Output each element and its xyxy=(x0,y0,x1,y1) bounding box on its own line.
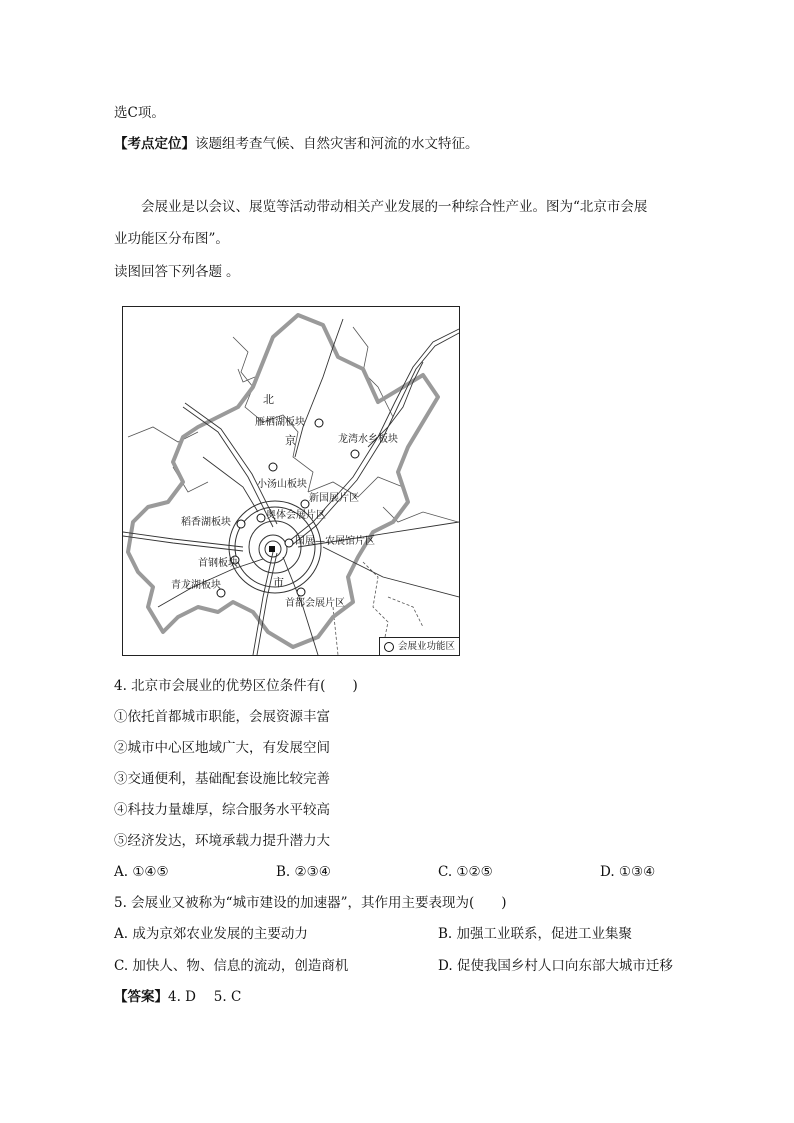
answer-text: 4. D 5. C xyxy=(168,989,242,1005)
map-label-shi: 市 xyxy=(273,576,284,589)
q4-stem: 4. 北京市会展业的优势区位条件有( ) xyxy=(114,678,358,694)
q4-option-a: A. ①④⑤ xyxy=(114,864,169,880)
q5-option-c: C. 加快人、物、信息的流动，创造商机 xyxy=(114,958,349,974)
highway xyxy=(123,536,243,551)
beijing-exhibition-map xyxy=(122,306,460,656)
q4-option-b: B. ②③④ xyxy=(276,864,331,880)
map-label-qinglong: 青龙湖板块 xyxy=(171,580,221,591)
map-label-xinguozhan: 新国展片区 xyxy=(309,493,359,504)
map-label-jing: 京 xyxy=(285,434,296,447)
map-label-daoxiang: 稻香湖板块 xyxy=(181,517,231,528)
longwan-marker xyxy=(351,450,359,458)
district-boundary xyxy=(238,369,255,382)
q4-item-4: ④科技力量雄厚，综合服务水平较高 xyxy=(114,802,330,818)
daoxiang-marker xyxy=(237,520,245,528)
highway xyxy=(253,552,273,655)
kaodian-line xyxy=(114,135,479,153)
map-label-xiaotang: 小汤山板块 xyxy=(257,479,307,490)
map-label-aoyun: 奥体会展片区 xyxy=(266,510,326,521)
answer-tag: 【答案】 xyxy=(114,989,168,1005)
shoudu-marker xyxy=(297,588,305,596)
highway xyxy=(323,547,459,597)
map-label-guozhan: 国展—农展馆片区 xyxy=(295,536,375,547)
q4-item-3: ③交通便利，基础配套设施比较完善 xyxy=(114,771,330,787)
legend-label: 会展业功能区 xyxy=(398,641,456,652)
guozhan-marker xyxy=(285,539,293,547)
instruction-end: 。 xyxy=(226,264,240,280)
map-label-longwan: 龙湾水乡板块 xyxy=(338,434,398,445)
legend-circle-icon xyxy=(384,642,394,652)
kaodian-tag: 【考点定位】 xyxy=(114,136,195,152)
intro-paragraph-line1: 会展业是以会议、展览等活动带动相关产业发展的一种综合性产业。图为“北京市会展 xyxy=(141,199,648,215)
q4-option-c: C. ①②⑤ xyxy=(438,864,493,880)
previous-answer-line: 选C项。 xyxy=(114,105,165,121)
q4-item-1: ①依托首都城市职能，会展资源丰富 xyxy=(114,709,330,725)
q4-item-2: ②城市中心区地域广大，有发展空间 xyxy=(114,740,330,756)
map-legend xyxy=(379,637,459,655)
city-center-marker xyxy=(269,546,275,552)
map-label-bei: 北 xyxy=(263,393,274,406)
district-boundary xyxy=(353,327,393,417)
q5-option-b: B. 加强工业联系，促进工业集聚 xyxy=(438,926,633,942)
xiaotang-marker xyxy=(269,463,277,471)
instruction-text: 读图回答下列各题 xyxy=(114,264,222,280)
instruction-line xyxy=(114,263,240,281)
map-label-shougang: 首钢板块 xyxy=(198,558,238,569)
xinguozhan-marker xyxy=(301,500,309,508)
dashed-boundary xyxy=(388,597,423,627)
river xyxy=(295,319,343,457)
yanqi-marker xyxy=(315,419,323,427)
highway xyxy=(203,457,258,512)
q4-option-d: D. ①③④ xyxy=(600,864,656,880)
q5-stem: 5. 会展业又被称为“城市建设的加速器”，其作用主要表现为( ) xyxy=(114,895,507,911)
q5-option-d: D. 促使我国乡村人口向东部大城市迁移 xyxy=(438,958,673,974)
intro-paragraph-line2: 业功能区分布图”。 xyxy=(114,231,229,247)
q4-item-5: ⑤经济发达，环境承载力提升潜力大 xyxy=(114,833,330,849)
map-label-shoudu: 首都会展片区 xyxy=(285,598,345,609)
map-label-yanqi: 雁栖湖板块 xyxy=(255,417,305,428)
kaodian-text: 该题组考查气候、自然灾害和河流的水文特征。 xyxy=(195,136,479,152)
q5-option-a: A. 成为京郊农业发展的主要动力 xyxy=(114,926,308,942)
dashed-boundary xyxy=(363,562,388,647)
highway xyxy=(123,532,243,547)
aoyun-marker xyxy=(257,514,265,522)
answer-line xyxy=(114,988,241,1006)
